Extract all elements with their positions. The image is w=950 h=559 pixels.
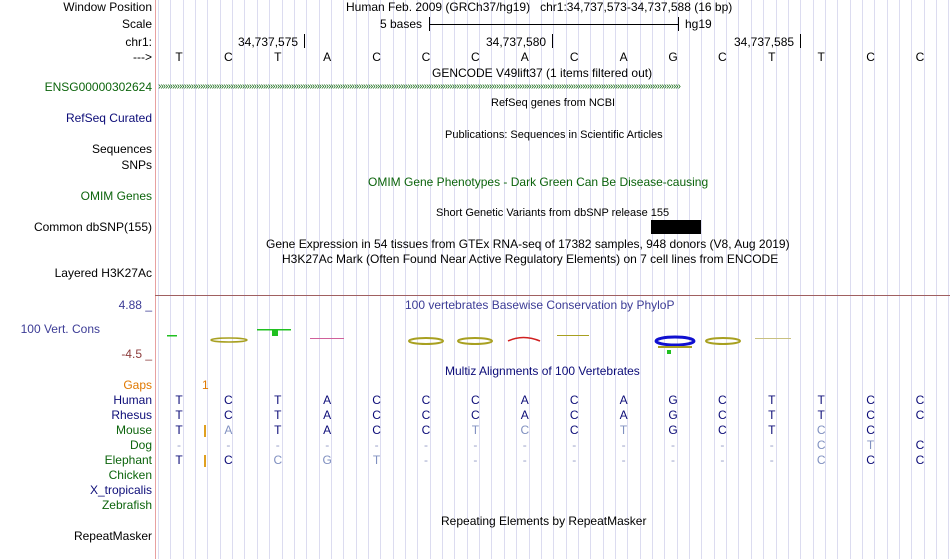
aligned-base: - [473, 453, 478, 467]
scale-bar-right-tick [678, 17, 679, 31]
aligned-base: G [668, 393, 678, 407]
aligned-base: C [372, 393, 381, 407]
aligned-base: C [718, 423, 727, 437]
aligned-base: C [372, 423, 381, 437]
reference-base: C [372, 50, 381, 64]
aligned-base: - [621, 438, 626, 452]
gencode-track-title[interactable]: GENCODE V49lift37 (1 items filtered out) [432, 66, 653, 80]
aligned-base: - [424, 438, 428, 452]
aligned-base: C [915, 408, 925, 422]
aligned-base: A [619, 393, 628, 407]
aligned-base: - [177, 438, 181, 452]
aligned-base: T [471, 423, 480, 437]
species-label[interactable]: Zebrafish [101, 498, 152, 512]
aligned-base: C [421, 393, 431, 407]
aligned-base: T [274, 393, 282, 407]
aligned-base: C [816, 438, 826, 452]
aligned-base: C [421, 408, 431, 422]
aligned-base: G [668, 423, 678, 437]
reference-base: T [768, 50, 776, 64]
aligned-base: C [866, 453, 875, 467]
h3k27ac-track-title[interactable]: H3K27Ac Mark (Often Found Near Active Regulatory Elements) on 7 cell lines from ENCODE [282, 252, 779, 266]
aligned-base: T [274, 423, 282, 437]
aligned-base: C [569, 408, 579, 422]
reference-base: T [817, 50, 825, 64]
aligned-base: C [915, 438, 925, 452]
aligned-base: - [720, 453, 725, 467]
aligned-base: T [619, 423, 628, 437]
species-label[interactable]: Dog [129, 438, 152, 452]
reference-base: A [619, 50, 628, 64]
aligned-base: C [816, 423, 826, 437]
reference-base: T [175, 50, 183, 64]
sequences-label[interactable]: Sequences [91, 142, 152, 156]
aligned-base: T [768, 408, 776, 422]
aligned-base: A [323, 423, 332, 437]
aligned-base: C [224, 453, 233, 467]
phylop-max-label: 4.88 _ [118, 298, 152, 312]
aligned-base: - [671, 438, 675, 452]
position-tick-label: 34,737,575 [238, 35, 299, 49]
reference-base: C [866, 50, 875, 64]
species-label[interactable]: Human [113, 393, 152, 407]
aligned-base: C [471, 408, 480, 422]
aligned-base: C [421, 423, 431, 437]
scale-assembly: hg19 [685, 17, 712, 31]
chrom-label: chr1: [125, 35, 152, 49]
aligned-base: - [473, 438, 478, 452]
position-tick [800, 34, 801, 48]
dbsnp-track-title[interactable]: Short Genetic Variants from dbSNP release 155 [436, 207, 670, 219]
aligned-base: C [915, 393, 925, 407]
aligned-base: A [619, 408, 628, 422]
aligned-base: T [175, 408, 183, 422]
phylop-track-title[interactable]: 100 vertebrates Basewise Conservation by PhyloP [405, 298, 675, 312]
species-label[interactable]: Mouse [115, 423, 152, 437]
aligned-base: T [817, 393, 825, 407]
gencode-gene-feature[interactable]: ›››››››››››››››››››››››››››››››››››››››››››››››››››››››››››››››››››››››››››››››››››››››››››››››››››››››››››››››››››››››››››››››››››››››››››››››››››››››››››››››››››››››››››››››››››››››››››››››››››››››››››››››››››››››››››››››› [158, 81, 680, 92]
gaps-label[interactable]: Gaps [123, 378, 152, 392]
species-label[interactable]: Chicken [108, 468, 152, 482]
gencode-item-label[interactable]: ENSG00000302624 [44, 80, 152, 94]
insertion-marker [204, 455, 206, 467]
scale-bar [429, 24, 678, 25]
omim-genes-label[interactable]: OMIM Genes [80, 189, 152, 203]
aligned-base: C [718, 393, 727, 407]
snps-label[interactable]: SNPs [121, 158, 152, 172]
aligned-base: C [718, 408, 727, 422]
aligned-base: T [866, 438, 875, 452]
reference-base: C [471, 50, 480, 64]
aligned-base: T [372, 453, 381, 467]
aligned-base: - [424, 453, 428, 467]
aligned-base: - [769, 453, 774, 467]
aligned-base: A [323, 393, 332, 407]
aligned-base: G [668, 408, 678, 422]
reference-base: C [224, 50, 233, 64]
scale-label: Scale [121, 17, 152, 31]
aligned-base: - [522, 453, 527, 467]
species-label[interactable]: Rhesus [111, 408, 152, 422]
reference-base: C [569, 50, 579, 64]
aligned-base: A [224, 423, 233, 437]
aligned-base: T [274, 408, 282, 422]
aligned-base: - [374, 438, 379, 452]
reference-base: G [668, 50, 678, 64]
phylop-conservation-logo[interactable] [155, 320, 950, 360]
reference-base: A [520, 50, 529, 64]
position-tick-label: 34,737,585 [734, 35, 795, 49]
label-separator [155, 0, 156, 559]
aligned-base: T [175, 453, 183, 467]
gtex-track-title[interactable]: Gene Expression in 54 tissues from GTEx RNA-seq of 17382 samples, 948 donors (V8, Aug 2019) [266, 237, 790, 251]
aligned-base: - [572, 438, 577, 452]
reference-base: A [323, 50, 332, 64]
aligned-base: C [569, 393, 579, 407]
aligned-base: - [522, 438, 527, 452]
aligned-base: T [768, 423, 776, 437]
window-position-value: Human Feb. 2009 (GRCh37/hg19) chr1:34,737,573-34,737,588 (16 bp) [346, 0, 733, 14]
dbsnp-variant-feature[interactable] [651, 220, 701, 234]
refseq-curated-label[interactable]: RefSeq Curated [65, 111, 152, 125]
aligned-base: - [769, 438, 774, 452]
species-label[interactable]: Elephant [104, 453, 152, 467]
aligned-base: A [520, 393, 529, 407]
insertion-marker [204, 425, 206, 437]
position-tick [304, 34, 305, 48]
aligned-base: C [224, 408, 233, 422]
aligned-base: - [671, 453, 675, 467]
repeatmasker-label[interactable]: RepeatMasker [73, 529, 152, 543]
refseq-track-title[interactable]: RefSeq genes from NCBI [491, 97, 616, 109]
species-label[interactable]: X_tropicalis [89, 483, 152, 497]
aligned-base: C [866, 423, 875, 437]
aligned-base: A [520, 408, 529, 422]
aligned-base: C [372, 408, 381, 422]
aligned-base: C [866, 408, 875, 422]
aligned-base: - [226, 438, 231, 452]
omim-track-title[interactable]: OMIM Gene Phenotypes - Dark Green Can Be Disease-causing [368, 175, 709, 189]
multiz-track-title[interactable]: Multiz Alignments of 100 Vertebrates [445, 364, 640, 378]
aligned-base: C [471, 393, 480, 407]
aligned-base: T [817, 408, 825, 422]
aligned-base: G [322, 453, 332, 467]
aligned-base: - [621, 453, 626, 467]
reference-base: C [718, 50, 727, 64]
aligned-base: T [175, 393, 183, 407]
scale-text: 5 bases [380, 17, 423, 31]
phylop-track-label[interactable]: 100 Vert. Cons [20, 322, 100, 336]
position-tick-label: 34,737,580 [486, 35, 547, 49]
reference-base: C [915, 50, 925, 64]
common-dbsnp-label[interactable]: Common dbSNP(155) [33, 220, 152, 234]
aligned-base: C [866, 393, 875, 407]
grid-line [948, 0, 949, 559]
repeatmasker-track-title[interactable]: Repeating Elements by RepeatMasker [441, 514, 647, 528]
aligned-base: - [325, 438, 330, 452]
aligned-base: T [175, 423, 183, 437]
aligned-base: C [915, 453, 925, 467]
aligned-base: - [275, 438, 280, 452]
aligned-base: A [323, 408, 332, 422]
aligned-base: C [273, 453, 283, 467]
aligned-base: - [720, 438, 725, 452]
layered-h3k27ac-label[interactable]: Layered H3K27Ac [54, 266, 152, 280]
aligned-base: C [520, 423, 530, 437]
publications-track-title[interactable]: Publications: Sequences in Scientific Articles [445, 129, 663, 141]
aligned-base: - [572, 453, 577, 467]
aligned-base: T [768, 393, 776, 407]
aligned-base: C [569, 423, 579, 437]
strand-label: ---> [133, 50, 152, 64]
reference-base: T [274, 50, 282, 64]
phylop-min-label: -4.5 _ [121, 347, 152, 361]
position-tick [552, 34, 553, 48]
h3k27ac-baseline [155, 295, 950, 296]
reference-base: C [421, 50, 431, 64]
gaps-marker: 1 [202, 378, 209, 392]
aligned-base: C [816, 453, 826, 467]
window-position-label: Window Position [63, 0, 152, 14]
aligned-base: C [224, 393, 233, 407]
